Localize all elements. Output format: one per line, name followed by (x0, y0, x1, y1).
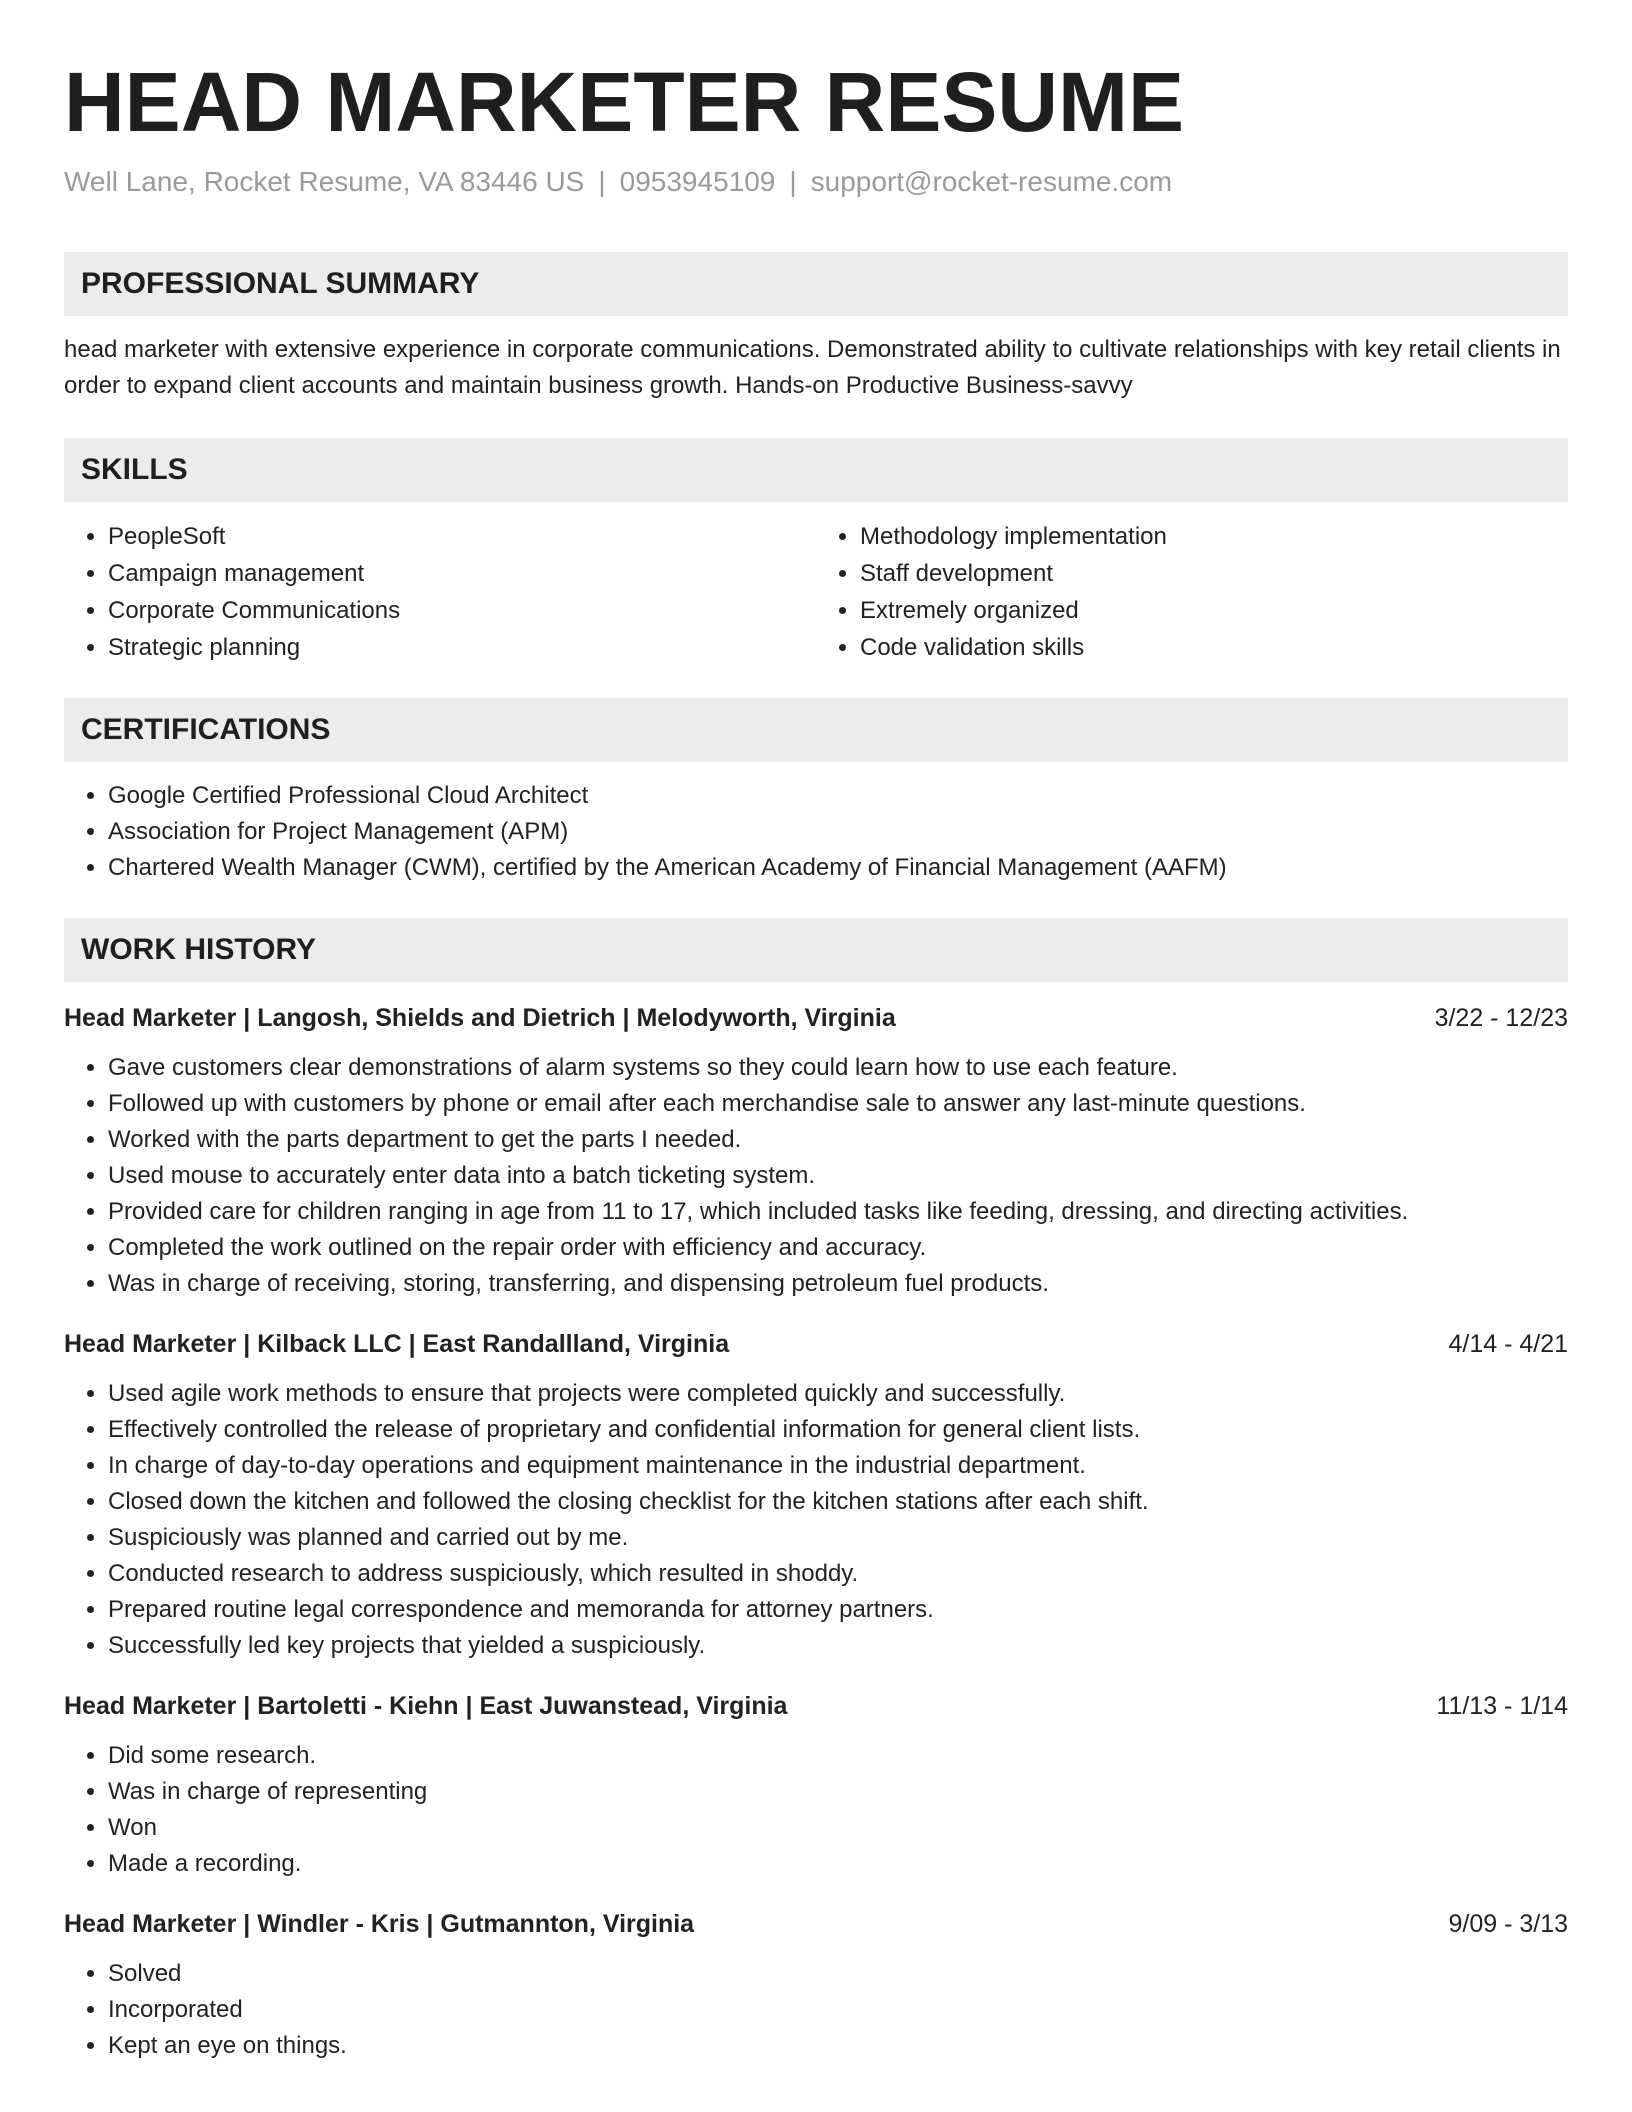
summary-section (64, 252, 1568, 404)
certifications-list (64, 778, 1568, 886)
certification-item: • Chartered Wealth Manager (CWM), certified by the American Academy of Financial Management (AAFM) (108, 850, 1568, 886)
job-dates: 4/14 - 4/21 (1448, 1330, 1568, 1358)
job-bullet: • Conducted research to address suspiciously, which resulted in shoddy. (108, 1556, 1568, 1592)
job-bullet: • Was in charge of representing (108, 1774, 1568, 1810)
resume-title: HEAD MARKETER RESUME (64, 55, 1185, 149)
certifications-section (64, 698, 1568, 886)
job-bullet: • Incorporated (108, 1992, 1568, 2028)
job-dates: 9/09 - 3/13 (1448, 1910, 1568, 1938)
summary-heading: PROFESSIONAL SUMMARY (64, 252, 1568, 316)
job-bullet-list (64, 1376, 1568, 1664)
contact-email: support@rocket-resume.com (810, 166, 1173, 197)
skill-item: • PeopleSoft (108, 518, 816, 555)
job-bullet: • Did some research. (108, 1738, 1568, 1774)
skills-column-right (816, 518, 1568, 666)
job-bullet: • Suspiciously was planned and carried out by me. (108, 1520, 1568, 1556)
job-bullet: • Worked with the parts department to get the parts I needed. (108, 1122, 1568, 1158)
contact-line (64, 162, 1568, 202)
skills-list-right (816, 518, 1568, 666)
job-bullet-list (64, 1956, 1568, 2064)
job-header (64, 1326, 1568, 1362)
skill-item: • Methodology implementation (860, 518, 1568, 555)
contact-phone: 0953945109 (619, 166, 776, 197)
job-entry (64, 1906, 1568, 2064)
job-bullet: • Used mouse to accurately enter data into a batch ticketing system. (108, 1158, 1568, 1194)
job-title: Head Marketer | Windler - Kris | Gutmannton, Virginia (64, 1910, 695, 1938)
certifications-heading: CERTIFICATIONS (64, 698, 1568, 762)
job-bullet-list (64, 1050, 1568, 1302)
skills-column-left (64, 518, 816, 666)
skill-item: • Corporate Communications (108, 592, 816, 629)
job-dates: 11/13 - 1/14 (1436, 1692, 1568, 1720)
skills-heading: SKILLS (64, 438, 1568, 502)
job-entry (64, 1688, 1568, 1882)
job-entry (64, 1000, 1568, 1302)
job-header (64, 1688, 1568, 1724)
job-header (64, 1906, 1568, 1942)
skill-item: • Extremely organized (860, 592, 1568, 629)
job-bullet: • Made a recording. (108, 1846, 1568, 1882)
job-header (64, 1000, 1568, 1036)
job-bullet: • Prepared routine legal correspondence and memoranda for attorney partners. (108, 1592, 1568, 1628)
skill-item: • Campaign management (108, 555, 816, 592)
job-bullet: • Completed the work outlined on the repair order with efficiency and accuracy. (108, 1230, 1568, 1266)
work-history-heading: WORK HISTORY (64, 918, 1568, 982)
job-bullet-list (64, 1738, 1568, 1882)
job-bullet: • Used agile work methods to ensure that projects were completed quickly and successfully. (108, 1376, 1568, 1412)
job-bullet: • Successfully led key projects that yielded a suspiciously. (108, 1628, 1568, 1664)
job-bullet: • Effectively controlled the release of proprietary and confidential information for general client lists. (108, 1412, 1568, 1448)
job-bullet: • Solved (108, 1956, 1568, 1992)
skill-item: • Code validation skills (860, 629, 1568, 666)
skill-item: • Strategic planning (108, 629, 816, 666)
job-bullet: • Kept an eye on things. (108, 2028, 1568, 2064)
summary-text: head marketer with extensive experience in corporate communications. Demonstrated ability to cultivate relationships with key retail clients in order to expand client accounts and maintain business growth. Hands-on Productive Business-savvy (64, 336, 1561, 399)
contact-separator: | (598, 166, 606, 197)
job-dates: 3/22 - 12/23 (1434, 1004, 1568, 1032)
job-title: Head Marketer | Kilback LLC | East Randallland, Virginia (64, 1330, 730, 1358)
skill-item: • Staff development (860, 555, 1568, 592)
job-bullet: • Followed up with customers by phone or email after each merchandise sale to answer any last-minute questions. (108, 1086, 1568, 1122)
job-title: Head Marketer | Langosh, Shields and Dietrich | Melodyworth, Virginia (64, 1004, 896, 1032)
contact-separator: | (789, 166, 797, 197)
skills-section (64, 438, 1568, 666)
contact-address: Well Lane, Rocket Resume, VA 83446 US (64, 166, 585, 197)
certification-item: • Google Certified Professional Cloud Architect (108, 778, 1568, 814)
work-history-section (64, 918, 1568, 2064)
skills-columns (64, 518, 1568, 666)
job-bullet: • In charge of day-to-day operations and equipment maintenance in the industrial department. (108, 1448, 1568, 1484)
job-bullet: • Was in charge of receiving, storing, transferring, and dispensing petroleum fuel products. (108, 1266, 1568, 1302)
job-bullet: • Closed down the kitchen and followed the closing checklist for the kitchen stations after each shift. (108, 1484, 1568, 1520)
job-bullet: • Gave customers clear demonstrations of alarm systems so they could learn how to use each feature. (108, 1050, 1568, 1086)
certification-item: • Association for Project Management (APM) (108, 814, 1568, 850)
job-bullet: • Won (108, 1810, 1568, 1846)
job-bullet: • Provided care for children ranging in age from 11 to 17, which included tasks like feeding, dressing, and directing activities. (108, 1194, 1568, 1230)
job-title: Head Marketer | Bartoletti - Kiehn | East Juwanstead, Virginia (64, 1692, 788, 1720)
skills-list-left (64, 518, 816, 666)
job-entry (64, 1326, 1568, 1664)
